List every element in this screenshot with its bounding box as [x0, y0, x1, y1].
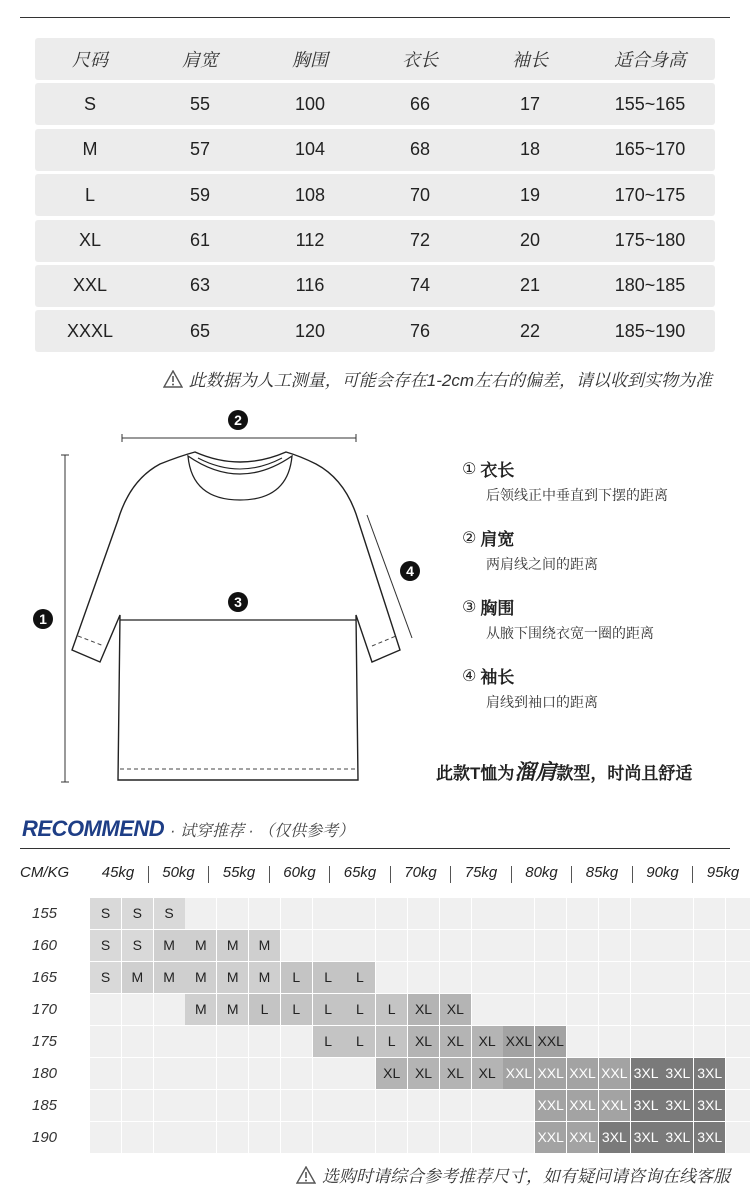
empty-cell	[567, 994, 598, 1025]
empty-cell	[694, 962, 725, 993]
weight-label: 60kg	[283, 864, 316, 881]
empty-cell	[503, 1122, 534, 1153]
size-recommendation-cell: L	[344, 994, 375, 1025]
table-cell: 116	[295, 275, 325, 296]
table-cell: 170~175	[614, 184, 686, 205]
size-table-row	[35, 220, 715, 262]
size-recommendation-cell: L	[376, 1026, 407, 1057]
empty-cell	[313, 1122, 344, 1153]
weight-separator	[269, 866, 270, 883]
empty-cell	[281, 930, 312, 961]
empty-cell	[408, 930, 439, 961]
size-recommendation-cell: 3XL	[599, 1122, 630, 1153]
recommend-title-en: RECOMMEND	[22, 816, 165, 841]
legend-desc: 肩线到袖口的距离	[486, 694, 598, 710]
empty-cell	[344, 898, 375, 929]
size-recommendation-cell: M	[217, 930, 248, 961]
empty-cell	[599, 962, 630, 993]
legend-number: ③	[462, 598, 477, 616]
measure-note	[163, 366, 712, 391]
legend-title	[462, 456, 732, 481]
legend-label: 胸围	[480, 599, 515, 618]
table-cell: 22	[519, 320, 541, 341]
svg-text:2: 2	[234, 412, 242, 428]
table-cell: 55	[189, 93, 211, 114]
legend-title	[462, 663, 732, 688]
size-recommendation-cell: XXL	[535, 1058, 566, 1089]
empty-cell	[122, 994, 153, 1025]
weight-separator	[208, 866, 209, 883]
empty-cell	[281, 1122, 312, 1153]
table-cell: 76	[409, 320, 431, 341]
size-recommendation-cell: XXL	[535, 1122, 566, 1153]
table-cell: 18	[519, 139, 541, 160]
tagline-emphasis: 溜肩	[514, 761, 557, 784]
empty-cell	[631, 994, 662, 1025]
empty-cell	[217, 1058, 248, 1089]
empty-cell	[154, 1058, 185, 1089]
size-recommendation-cell: M	[249, 962, 280, 993]
empty-cell	[249, 898, 280, 929]
empty-cell	[249, 1026, 280, 1057]
header-cell: 袖长	[512, 50, 548, 70]
empty-cell	[567, 962, 598, 993]
header-cell: 适合身高	[614, 50, 686, 70]
legend-label: 肩宽	[480, 530, 515, 549]
weight-label: 75kg	[464, 864, 498, 881]
empty-cell	[503, 930, 534, 961]
size-recommendation-cell: XL	[440, 1058, 471, 1089]
size-recommendation-cell: 3XL	[694, 1090, 725, 1121]
size-table-row	[35, 83, 715, 125]
size-recommendation-cell: XL	[472, 1058, 503, 1089]
svg-text:1: 1	[39, 611, 47, 627]
header-cell: 肩宽	[182, 50, 218, 70]
table-cell: XL	[78, 230, 102, 251]
empty-cell	[726, 1058, 750, 1089]
size-recommendation-cell: 3XL	[694, 1058, 725, 1089]
empty-cell	[599, 1026, 630, 1057]
size-recommendation-cell: XL	[440, 994, 471, 1025]
size-recommendation-cell: XXL	[535, 1026, 566, 1057]
table-cell: 72	[409, 230, 431, 251]
weight-label: 65kg	[343, 864, 377, 881]
empty-cell	[249, 1090, 280, 1121]
bottom-note	[296, 1162, 730, 1187]
table-cell: 17	[519, 93, 541, 114]
empty-cell	[535, 930, 566, 961]
empty-cell	[472, 962, 503, 993]
table-cell: 74	[409, 275, 431, 296]
size-recommendation-cell: M	[154, 930, 185, 961]
size-recommendation-cell: M	[217, 962, 248, 993]
weight-separator	[692, 866, 693, 883]
empty-cell	[726, 898, 750, 929]
table-cell: S	[83, 93, 96, 114]
size-recommendation-cell: XXL	[567, 1122, 598, 1153]
size-recommendation-cell: XL	[408, 994, 439, 1025]
empty-cell	[472, 1090, 503, 1121]
empty-cell	[313, 930, 344, 961]
table-cell: 63	[189, 275, 211, 296]
size-recommendation-cell: S	[90, 962, 121, 993]
empty-cell	[281, 898, 312, 929]
size-recommendation-cell: L	[313, 994, 344, 1025]
weight-separator	[390, 866, 391, 883]
empty-cell	[154, 1122, 185, 1153]
measure-note-text: 此数据为人工测量，可能会存在1-2cm左右的偏差，请以收到实物为准	[188, 371, 712, 390]
empty-cell	[281, 1026, 312, 1057]
empty-cell	[535, 898, 566, 929]
size-recommendation-cell: M	[154, 962, 185, 993]
size-table-row	[35, 129, 715, 171]
empty-cell	[440, 1122, 471, 1153]
size-recommendation-cell: 3XL	[662, 1122, 693, 1153]
empty-cell	[376, 898, 407, 929]
empty-cell	[662, 1026, 693, 1057]
table-cell: 57	[189, 139, 211, 160]
legend-title	[462, 594, 732, 619]
size-recommendation-cell: XXL	[567, 1058, 598, 1089]
size-recommendation-cell: M	[185, 994, 216, 1025]
empty-cell	[631, 930, 662, 961]
empty-cell	[90, 1090, 121, 1121]
size-recommendation-cell: XL	[472, 1026, 503, 1057]
empty-cell	[503, 1090, 534, 1121]
size-recommendation-cell: L	[281, 994, 312, 1025]
size-recommendation-cell: XXL	[599, 1090, 630, 1121]
empty-cell	[599, 994, 630, 1025]
table-cell: 185~190	[614, 320, 686, 341]
empty-cell	[503, 994, 534, 1025]
empty-cell	[376, 962, 407, 993]
empty-cell	[567, 1026, 598, 1057]
empty-cell	[344, 1122, 375, 1153]
table-cell: 19	[519, 184, 541, 205]
height-label: 180	[32, 1065, 58, 1082]
empty-cell	[726, 994, 750, 1025]
empty-cell	[217, 1122, 248, 1153]
recommend-divider	[20, 848, 730, 849]
table-cell: 65	[189, 320, 211, 341]
weight-label: 55kg	[222, 864, 256, 881]
weight-separator	[632, 866, 633, 883]
table-cell: 180~185	[614, 275, 686, 296]
style-tagline	[436, 756, 692, 786]
size-table-row	[35, 265, 715, 307]
size-recommendation-cell: XXL	[535, 1090, 566, 1121]
empty-cell	[503, 898, 534, 929]
weight-separator	[571, 866, 572, 883]
legend-item	[462, 663, 732, 712]
empty-cell	[726, 1026, 750, 1057]
table-cell: 155~165	[614, 93, 686, 114]
empty-cell	[694, 898, 725, 929]
weight-separator	[511, 866, 512, 883]
empty-cell	[122, 1058, 153, 1089]
size-recommendation-cell: L	[376, 994, 407, 1025]
marker-4	[400, 561, 420, 581]
empty-cell	[535, 962, 566, 993]
table-cell: 70	[409, 184, 431, 205]
weight-label: 70kg	[404, 864, 437, 881]
empty-cell	[408, 962, 439, 993]
empty-cell	[726, 930, 750, 961]
table-cell: 104	[294, 139, 326, 160]
legend-number: ②	[462, 529, 477, 547]
table-cell: 66	[409, 93, 431, 114]
tagline-prefix: 此款T恤为	[436, 764, 515, 783]
table-cell: 175~180	[614, 230, 686, 251]
empty-cell	[726, 1122, 750, 1153]
svg-text:4: 4	[406, 563, 414, 579]
empty-cell	[313, 1090, 344, 1121]
empty-cell	[90, 1058, 121, 1089]
size-recommendation-cell: S	[122, 898, 153, 929]
empty-cell	[662, 994, 693, 1025]
size-recommendation-cell: XL	[440, 1026, 471, 1057]
empty-cell	[567, 898, 598, 929]
warning-icon	[296, 1166, 316, 1184]
size-recommendation-cell: S	[154, 898, 185, 929]
legend-item	[462, 525, 732, 574]
size-recommendation-cell: 3XL	[662, 1058, 693, 1089]
size-recommendation-cell: M	[217, 994, 248, 1025]
height-label: 185	[32, 1097, 58, 1114]
empty-cell	[154, 1090, 185, 1121]
top-divider	[20, 17, 730, 18]
empty-cell	[535, 994, 566, 1025]
empty-cell	[154, 994, 185, 1025]
size-recommendation-cell: XXL	[503, 1058, 534, 1089]
size-table-row	[35, 174, 715, 216]
size-recommendation-cell: L	[281, 962, 312, 993]
size-recommendation-cell: S	[90, 898, 121, 929]
size-recommendation-cell: XL	[376, 1058, 407, 1089]
empty-cell	[408, 1090, 439, 1121]
size-recommendation-cell: S	[122, 930, 153, 961]
table-cell: 108	[294, 184, 326, 205]
empty-cell	[154, 1026, 185, 1057]
size-table-header	[35, 38, 715, 80]
empty-cell	[472, 1122, 503, 1153]
weight-label: 85kg	[585, 864, 619, 881]
legend-item	[462, 594, 732, 643]
empty-cell	[376, 930, 407, 961]
table-cell: 20	[519, 230, 541, 251]
recommend-title-cn: · 试穿推荐 · （仅供参考）	[170, 823, 355, 840]
warning-icon	[163, 370, 183, 388]
legend-item	[462, 456, 732, 505]
table-cell: 100	[294, 93, 326, 114]
marker-1	[33, 609, 53, 629]
empty-cell	[599, 930, 630, 961]
weight-label: 95kg	[706, 864, 740, 881]
header-cell: 胸围	[292, 50, 328, 70]
table-cell: L	[84, 184, 95, 205]
size-recommendation-cell: XXL	[503, 1026, 534, 1057]
size-recommendation-cell: S	[90, 930, 121, 961]
legend-desc: 两肩线之间的距离	[486, 556, 598, 572]
empty-cell	[662, 962, 693, 993]
empty-cell	[185, 1090, 216, 1121]
size-recommendation-cell: L	[313, 1026, 344, 1057]
size-recommendation-cell: XXL	[599, 1058, 630, 1089]
table-cell: XXL	[72, 275, 108, 296]
empty-cell	[662, 898, 693, 929]
empty-cell	[122, 1026, 153, 1057]
empty-cell	[217, 1026, 248, 1057]
empty-cell	[185, 1122, 216, 1153]
empty-cell	[726, 962, 750, 993]
legend-label: 衣长	[480, 461, 515, 480]
empty-cell	[90, 1026, 121, 1057]
table-cell: 68	[409, 139, 431, 160]
size-recommendation-cell: M	[185, 962, 216, 993]
empty-cell	[408, 898, 439, 929]
empty-cell	[249, 1058, 280, 1089]
empty-cell	[185, 1026, 216, 1057]
empty-cell	[376, 1090, 407, 1121]
table-cell: M	[82, 139, 98, 160]
legend-label: 袖长	[480, 668, 515, 687]
empty-cell	[217, 1090, 248, 1121]
empty-cell	[631, 962, 662, 993]
weight-label: 80kg	[525, 864, 558, 881]
height-label: 190	[32, 1129, 58, 1146]
empty-cell	[90, 994, 121, 1025]
empty-cell	[567, 930, 598, 961]
height-label: 160	[32, 937, 58, 954]
legend-desc: 从腋下围绕衣宽一圈的距离	[486, 625, 654, 641]
recommend-title	[22, 816, 354, 842]
table-cell: 112	[295, 230, 325, 251]
empty-cell	[344, 930, 375, 961]
table-cell: 21	[519, 275, 541, 296]
legend-number: ①	[462, 460, 477, 478]
empty-cell	[122, 1090, 153, 1121]
empty-cell	[503, 962, 534, 993]
empty-cell	[694, 1026, 725, 1057]
empty-cell	[599, 898, 630, 929]
empty-cell	[440, 898, 471, 929]
size-recommendation-cell: L	[344, 962, 375, 993]
table-cell: 120	[294, 320, 326, 341]
axis-label: CM/KG	[20, 864, 70, 881]
empty-cell	[122, 1122, 153, 1153]
empty-cell	[472, 994, 503, 1025]
marker-2	[228, 410, 248, 430]
size-recommendation-cell: XL	[408, 1058, 439, 1089]
header-cell: 衣长	[402, 50, 438, 70]
empty-cell	[344, 1058, 375, 1089]
measure-legend	[462, 456, 732, 732]
size-recommendation-cell: M	[249, 930, 280, 961]
size-table	[35, 38, 715, 356]
size-recommendation-cell: M	[185, 930, 216, 961]
table-cell: 165~170	[614, 139, 686, 160]
size-recommendation-cell: XL	[408, 1026, 439, 1057]
empty-cell	[249, 1122, 280, 1153]
weight-header-row	[20, 862, 740, 886]
size-recommendation-cell: L	[249, 994, 280, 1025]
empty-cell	[662, 930, 693, 961]
weight-label: 45kg	[101, 864, 135, 881]
weight-separator	[450, 866, 451, 883]
empty-cell	[472, 898, 503, 929]
empty-cell	[631, 1026, 662, 1057]
legend-title	[462, 525, 732, 550]
empty-cell	[440, 930, 471, 961]
empty-cell	[313, 898, 344, 929]
size-recommendation-cell: L	[344, 1026, 375, 1057]
empty-cell	[344, 1090, 375, 1121]
size-recommendation-cell: XXL	[567, 1090, 598, 1121]
svg-text:3: 3	[234, 594, 242, 610]
size-recommendation-cell: M	[122, 962, 153, 993]
header-cell: 尺码	[72, 50, 108, 70]
empty-cell	[90, 1122, 121, 1153]
bottom-note-text: 选购时请综合参考推荐尺寸，如有疑问请咨询在线客服	[322, 1167, 730, 1186]
empty-cell	[281, 1090, 312, 1121]
tshirt-diagram	[20, 400, 440, 800]
size-recommendation-cell: 3XL	[694, 1122, 725, 1153]
legend-number: ④	[462, 667, 477, 685]
weight-label: 50kg	[162, 864, 195, 881]
empty-cell	[694, 930, 725, 961]
size-recommendation-cell: 3XL	[631, 1058, 662, 1089]
height-label: 165	[32, 969, 58, 986]
size-recommendation-cell: 3XL	[631, 1090, 662, 1121]
legend-desc: 后领线正中垂直到下摆的距离	[486, 487, 668, 503]
size-table-row	[35, 310, 715, 352]
weight-separator	[329, 866, 330, 883]
empty-cell	[376, 1122, 407, 1153]
tagline-suffix: 款型，时尚且舒适	[556, 764, 693, 783]
weight-label: 90kg	[646, 864, 679, 881]
size-recommendation-cell: 3XL	[662, 1090, 693, 1121]
empty-cell	[694, 994, 725, 1025]
table-cell: 59	[189, 184, 211, 205]
empty-cell	[281, 1058, 312, 1089]
empty-cell	[408, 1122, 439, 1153]
empty-cell	[472, 930, 503, 961]
empty-cell	[440, 1090, 471, 1121]
empty-cell	[726, 1090, 750, 1121]
height-label: 155	[32, 905, 58, 922]
marker-3	[228, 592, 248, 612]
empty-cell	[313, 1058, 344, 1089]
table-cell: XXXL	[66, 320, 114, 341]
size-recommendation-cell: L	[313, 962, 344, 993]
weight-separator	[148, 866, 149, 883]
empty-cell	[217, 898, 248, 929]
table-cell: 61	[189, 230, 211, 251]
empty-cell	[440, 962, 471, 993]
empty-cell	[185, 898, 216, 929]
height-label: 175	[32, 1033, 58, 1050]
height-label: 170	[32, 1001, 58, 1018]
empty-cell	[631, 898, 662, 929]
empty-cell	[185, 1058, 216, 1089]
size-recommendation-cell: 3XL	[631, 1122, 662, 1153]
